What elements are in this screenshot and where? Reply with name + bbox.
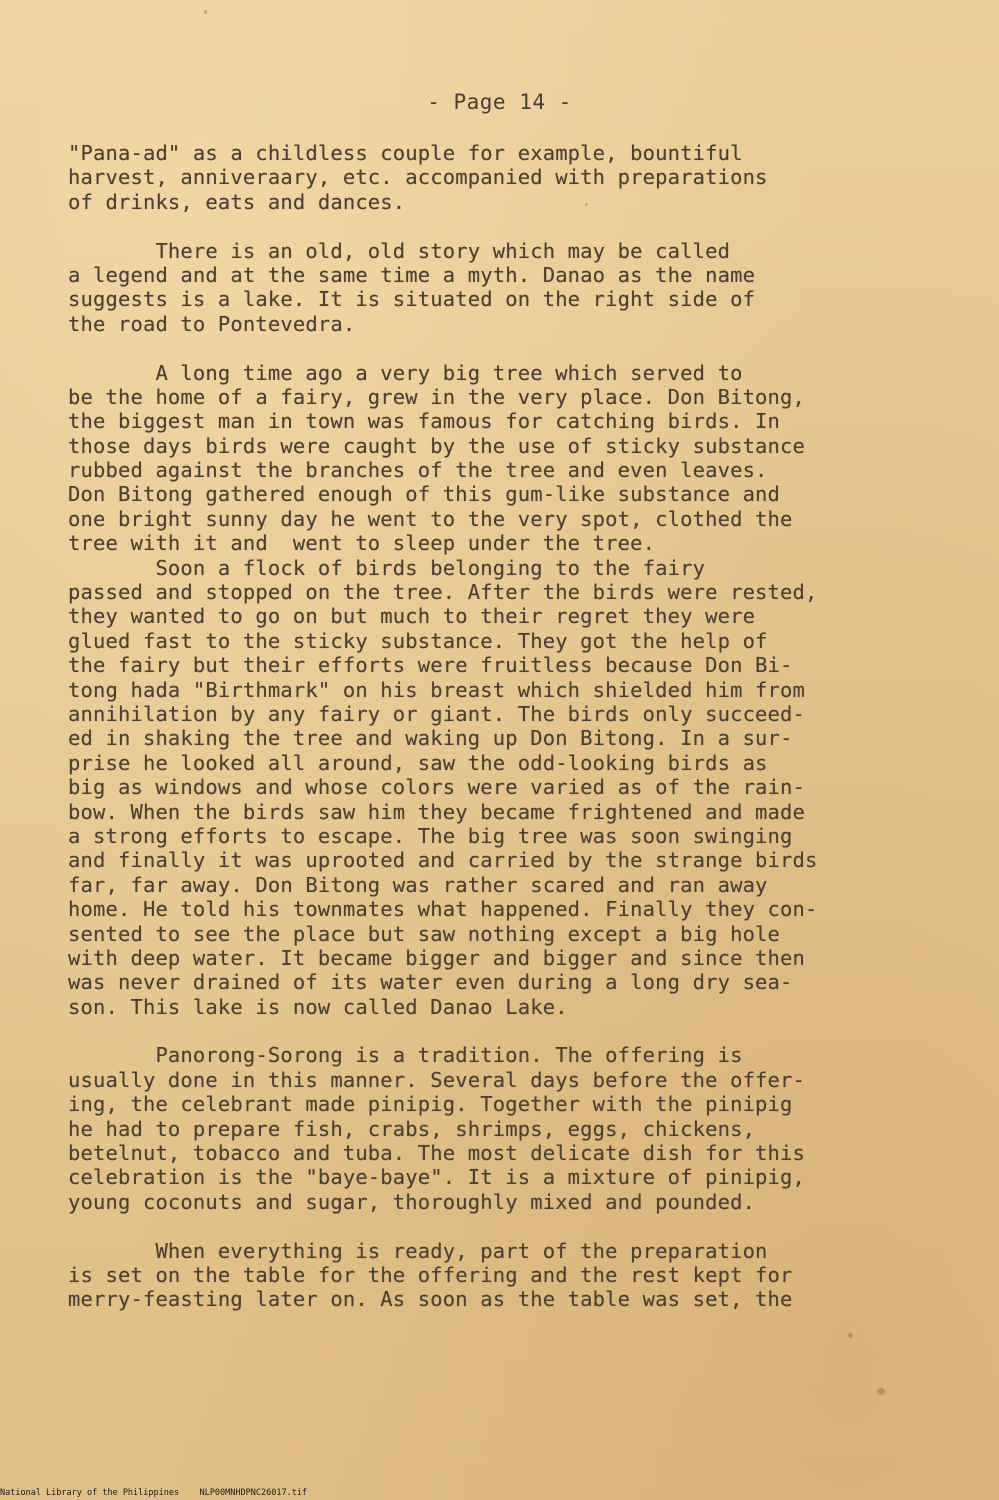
text-line: bow. When the birds saw him they became frightened and made xyxy=(68,799,806,824)
text-line: the road to Pontevedra. xyxy=(68,311,356,336)
text-line: passed and stopped on the tree. After the birds were rested, xyxy=(68,580,818,605)
text-line: annihilation by any fairy or giant. The birds only succeed- xyxy=(68,701,806,726)
text-line: those days birds were caught by the use of sticky substance xyxy=(68,433,806,458)
paragraph-gap xyxy=(68,1019,948,1043)
text-line: be the home of a fairy, grew in the very place. Don Bitong, xyxy=(68,384,806,409)
text-line: sented to see the place but saw nothing except a big hole xyxy=(68,921,781,946)
text-line: prise he looked all around, saw the odd-looking birds as xyxy=(68,750,768,775)
text-line: young coconuts and sugar, thoroughly mixed and pounded. xyxy=(68,1189,756,1214)
text-line: they wanted to go on but much to their regret they were xyxy=(68,604,756,629)
text-line: usually done in this manner. Several days before the offer- xyxy=(68,1067,806,1092)
text-line: merry-feasting later on. As soon as the table was set, the xyxy=(68,1287,793,1312)
paragraph-gap xyxy=(68,214,948,238)
text-line: rubbed against the branches of the tree and even leaves. xyxy=(68,458,768,483)
text-line: "Pana-ad" as a childless couple for example, bountiful xyxy=(68,141,743,165)
text-line: son. This lake is now called Danao Lake. xyxy=(68,994,568,1019)
paper-speck xyxy=(585,203,588,206)
text-line: There is an old, old story which may be called xyxy=(68,238,731,263)
text-line: Don Bitong gathered enough of this gum-like substance and xyxy=(68,482,781,507)
text-line: and finally it was uprooted and carried by the strange birds xyxy=(68,848,818,873)
page-header: - Page 14 - xyxy=(427,90,572,114)
text-line: is set on the table for the offering and the rest kept for xyxy=(68,1262,793,1287)
text-line: of drinks, eats and dances. xyxy=(68,189,406,214)
text-line: big as windows and whose colors were varied as of the rain- xyxy=(68,775,806,800)
footer-caption: National Library of the Philippines NLP00MNHDPNC26017.tif xyxy=(0,1488,308,1498)
text-line: he had to prepare fish, crabs, shrimps, eggs, chickens, xyxy=(68,1116,756,1141)
text-line: celebration is the "baye-baye". It is a mixture of pinipig, xyxy=(68,1165,806,1190)
text-line: one bright sunny day he went to the very spot, clothed the xyxy=(68,506,793,531)
text-line: far, far away. Don Bitong was rather scared and ran away xyxy=(68,872,768,897)
text-line: home. He told his townmates what happened. Finally they con- xyxy=(68,897,818,922)
paragraph-gap xyxy=(68,1214,948,1238)
text-line: When everything is ready, part of the preparation xyxy=(68,1238,768,1263)
text-line: with deep water. It became bigger and bigger and since then xyxy=(68,945,806,970)
text-line: glued fast to the sticky substance. They got the help of xyxy=(68,628,768,653)
text-line: a legend and at the same time a myth. Danao as the name xyxy=(68,262,756,287)
text-line: tong hada "Birthmark" on his breast which shielded him from xyxy=(68,677,806,702)
text-line: suggests is a lake. It is situated on the right side of xyxy=(68,287,756,312)
paper-speck xyxy=(204,10,207,14)
text-line: ed in shaking the tree and waking up Don Bitong. In a sur- xyxy=(68,726,793,751)
text-line: the fairy but their efforts were fruitless because Don Bi- xyxy=(68,653,793,678)
text-line: A long time ago a very big tree which served to xyxy=(68,360,743,385)
text-line: betelnut, tobacco and tuba. The most delicate dish for this xyxy=(68,1141,806,1166)
text-line: the biggest man in town was famous for catching birds. In xyxy=(68,409,781,434)
text-line: harvest, anniveraary, etc. accompanied with preparations xyxy=(68,165,768,190)
paper-speck xyxy=(877,1388,885,1395)
text-line: ing, the celebrant made pinipig. Together with the pinipig xyxy=(68,1092,793,1117)
body-text xyxy=(68,141,948,1312)
text-line: Panorong-Sorong is a tradition. The offering is xyxy=(68,1043,743,1068)
text-line: Soon a flock of birds belonging to the fairy xyxy=(68,555,706,580)
text-line: a strong efforts to escape. The big tree was soon swinging xyxy=(68,823,793,848)
text-line: tree with it and went to sleep under the tree. xyxy=(68,531,656,556)
paragraph-gap xyxy=(68,336,948,360)
paper-speck xyxy=(848,1333,853,1338)
text-line: was never drained of its water even during a long dry sea- xyxy=(68,970,793,995)
